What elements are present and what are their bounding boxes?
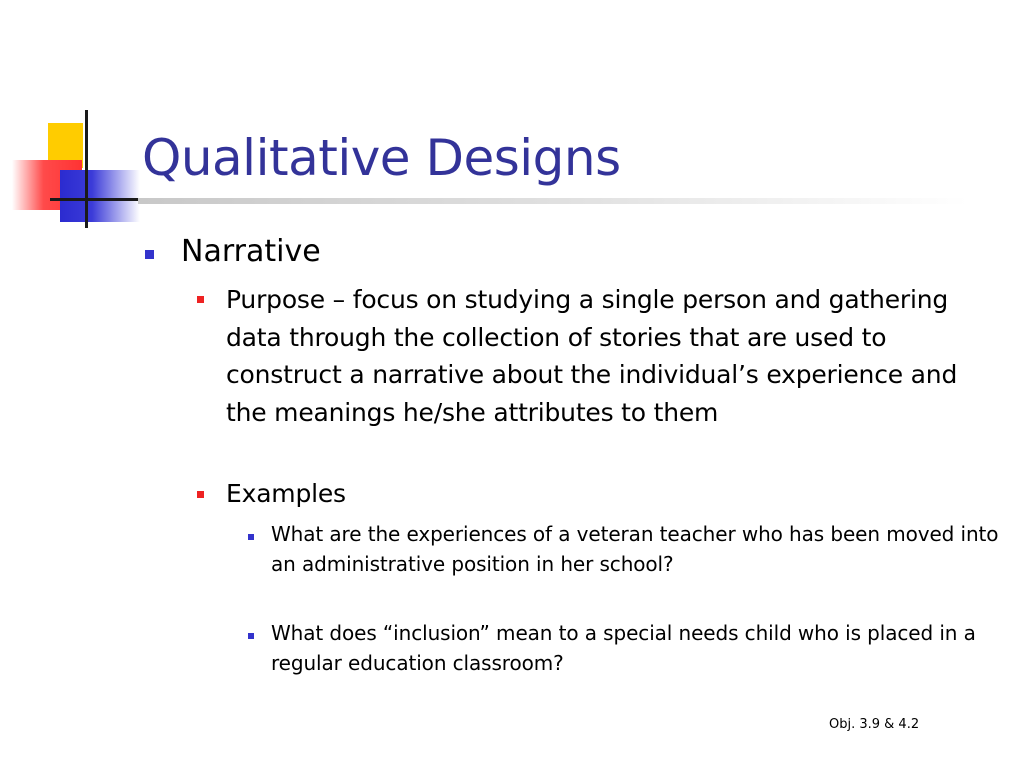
corner-decoration [0, 100, 150, 240]
bullet-marker-level2 [197, 296, 204, 303]
bullet-marker-level1 [145, 250, 154, 259]
bullet-examples: Examples [226, 479, 346, 508]
bullet-marker-level2 [197, 491, 204, 498]
blue-gradient-block [60, 170, 140, 222]
bullet-purpose: Purpose – focus on studying a single person and gathering data through the collection of stories that are used to construct a narrative about the individual’s experience and the meanings he/she attributes to them [226, 285, 958, 427]
bullet-marker-level3 [248, 534, 254, 540]
horizontal-line [50, 198, 145, 201]
footer-objective: Obj. 3.9 & 4.2 [829, 717, 920, 732]
title-underline [138, 198, 968, 204]
vertical-line [85, 110, 88, 228]
slide-title: Qualitative Designs [142, 129, 621, 187]
bullet-example-1: What are the experiences of a veteran teacher who has been moved into an administrative position in her school? [271, 522, 999, 576]
bullet-marker-level3 [248, 633, 254, 639]
bullet-narrative: Narrative [181, 234, 321, 269]
bullet-example-2: What does “inclusion” mean to a special needs child who is placed in a regular education classroom? [271, 621, 976, 675]
